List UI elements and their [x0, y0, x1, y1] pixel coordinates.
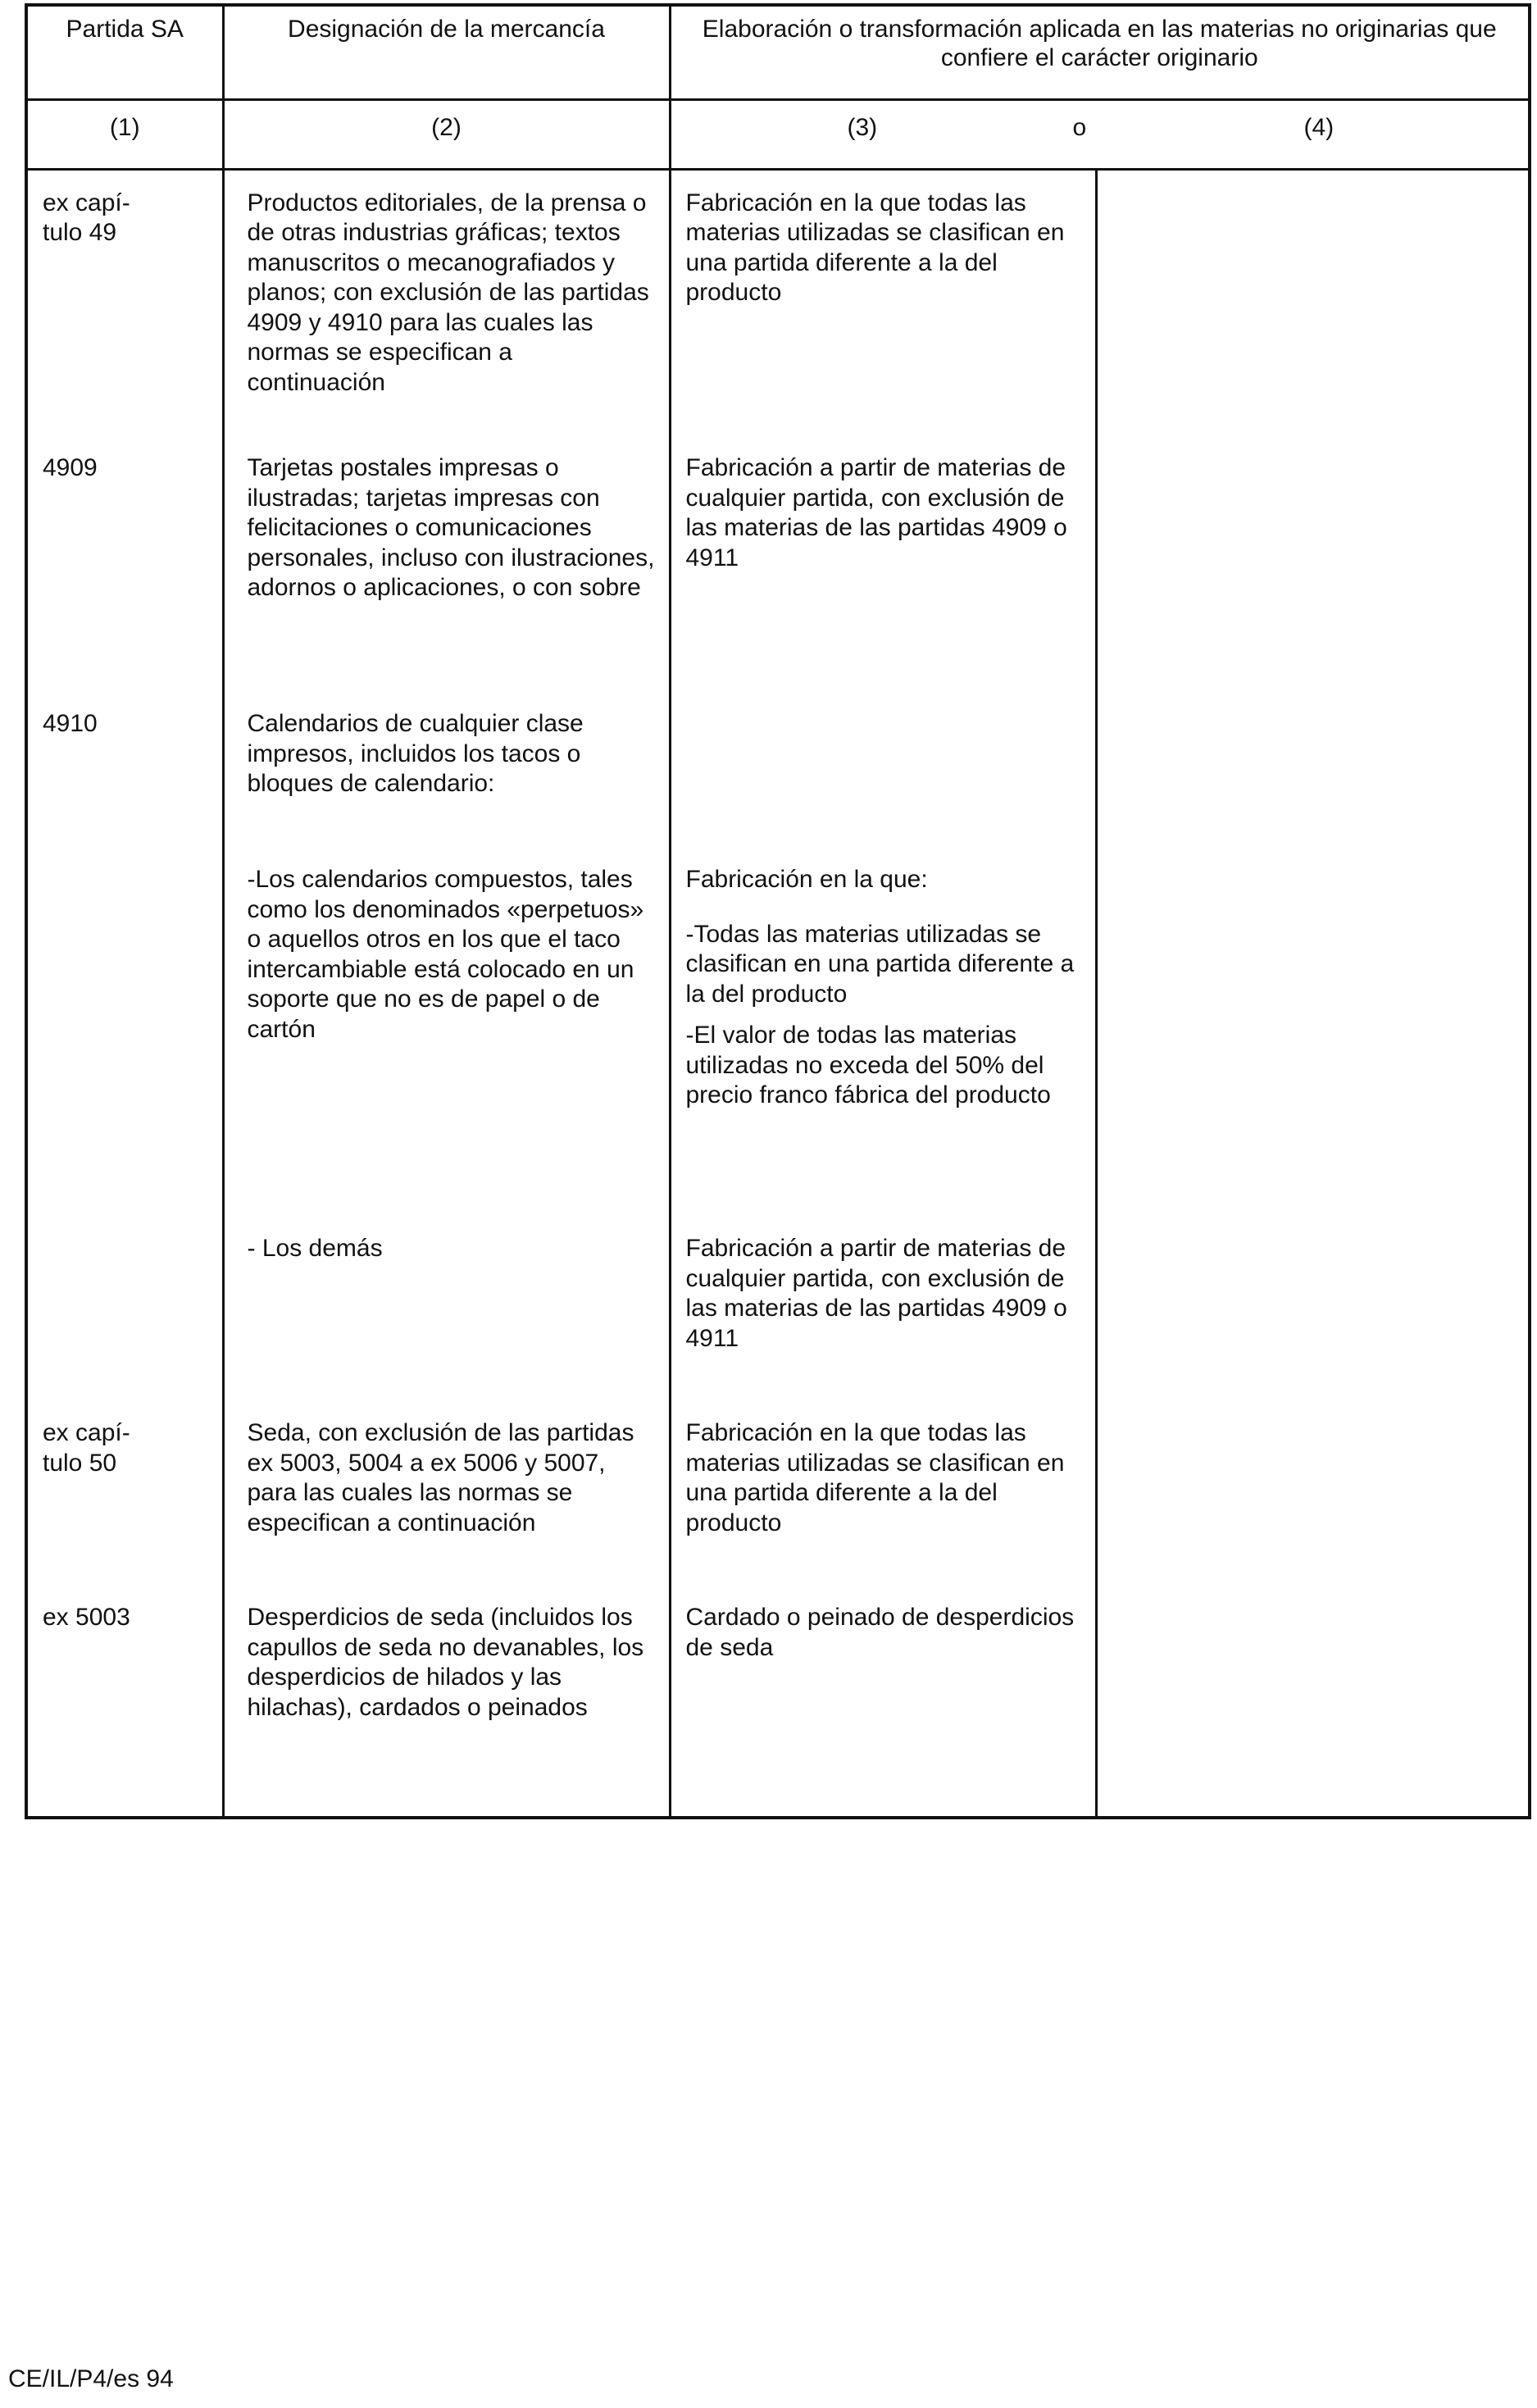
hs-code-cell [26, 865, 223, 1234]
description-text: Productos editoriales, de la prensa o de otras industrias gráficas; textos manuscritos o mecanografiados y planos; con exclusión de las partidas 4909 y 4910 para las cuales las normas se especifican a continuación [247, 189, 649, 396]
hs-code-cell [26, 709, 223, 865]
description-text: Desperdicios de seda (incluidos los capullos de seda no devanables, los desperdicios de hilados y las hilachas), cardados o peinados [247, 1604, 644, 1721]
description-text: Seda, con exclusión de las partidas ex 5003, 5004 a ex 5006 y 5007, para las cuales las normas se especifican a continuación [247, 1419, 634, 1536]
table-row [26, 1603, 1530, 1818]
table-row [26, 709, 1530, 865]
hs-code: 4910 [43, 710, 98, 737]
table-row [26, 169, 1530, 453]
header-working-processing: Elaboración o transformación aplicada en las materias no originarias que confiere el carácter originario [670, 5, 1530, 99]
hs-code: ex 5003 [43, 1604, 130, 1631]
description-cell [223, 865, 670, 1234]
table-row [26, 1418, 1530, 1603]
hs-code: ex capí- tulo 49 [43, 189, 130, 246]
column-number-3: (3) [847, 113, 878, 141]
description-text: Tarjetas postales impresas o ilustradas; tarjetas impresas con felicitaciones o comunicaciones personales, incluso con ilustraciones, adornos o aplicaciones, o con sobre [247, 454, 655, 601]
rule-paragraph: -Todas las materias utilizadas se clasifican en una partida diferente a la del producto [685, 920, 1075, 1008]
description-cell [223, 169, 670, 453]
table-row [26, 453, 1530, 709]
table-row [26, 1234, 1530, 1418]
rule-cell [670, 453, 1096, 709]
hs-code-cell [26, 1603, 223, 1818]
rule-cell [670, 1234, 1096, 1418]
rule-text: Fabricación a partir de materias de cualquier partida, con exclusión de las materias de las partidas 4909 o 4911 [685, 454, 1067, 571]
hs-code: 4909 [43, 454, 98, 481]
description-cell [223, 1603, 670, 1818]
rule-text: Cardado o peinado de desperdicios de seda [685, 1604, 1075, 1661]
hs-code-cell [26, 169, 223, 453]
rule-cell [670, 169, 1096, 453]
alt-rule-cell [1096, 453, 1530, 709]
alt-rule-cell [1096, 1418, 1530, 1603]
description-text: -Los calendarios compuestos, tales como los denominados «perpetuos» o aquellos otros en los que el taco intercambiable está colocado en un soporte que no es de papel o de cartón [247, 866, 644, 1043]
rule-text: Fabricación en la que todas las materias utilizadas se clasifican en una partida diferente a la del producto [685, 1419, 1065, 1536]
rule-cell [670, 865, 1096, 1234]
description-text: Calendarios de cualquier clase impresos, incluidos los tacos o bloques de calendario: [247, 710, 584, 797]
hs-code-cell [26, 453, 223, 709]
rule-paragraph: -El valor de todas las materias utilizadas no exceda del 50% del precio franco fábrica del producto [685, 1022, 1051, 1108]
rule-paragraph: Fabricación en la que: [685, 866, 928, 893]
column-number-1: (1) [26, 99, 223, 169]
description-cell [223, 1234, 670, 1418]
hs-code: ex capí- tulo 50 [43, 1419, 130, 1477]
alt-rule-cell [1096, 1603, 1530, 1818]
description-text: - Los demás [247, 1235, 383, 1262]
description-cell [223, 1418, 670, 1603]
table-header-row [26, 5, 1530, 99]
document-reference: CE/IL/P4/es 94 [8, 2365, 174, 2392]
header-hs-heading: Partida SA [26, 5, 223, 99]
hs-code-cell [26, 1418, 223, 1603]
alt-rule-cell [1096, 1234, 1530, 1418]
rule-cell [670, 1418, 1096, 1603]
column-number-3-4 [670, 99, 1530, 169]
column-number-4: (4) [1303, 113, 1335, 141]
description-cell [223, 453, 670, 709]
hs-code-cell [26, 1234, 223, 1418]
rule-cell [670, 709, 1096, 865]
rule-text: Fabricación a partir de materias de cualquier partida, con exclusión de las materias de las partidas 4909 o 4911 [685, 1235, 1067, 1352]
rule-cell [670, 1603, 1096, 1818]
rule-text: Fabricación en la que todas las materias utilizadas se clasifican en una partida diferente a la del producto [685, 189, 1065, 306]
column-number-row [26, 99, 1530, 169]
header-description: Designación de la mercancía [223, 5, 670, 99]
description-cell [223, 709, 670, 865]
column-or-label: o [1072, 113, 1087, 141]
column-number-2: (2) [223, 99, 670, 169]
rules-of-origin-table [25, 3, 1531, 1819]
alt-rule-cell [1096, 169, 1530, 453]
alt-rule-cell [1096, 709, 1530, 865]
table-row [26, 865, 1530, 1234]
alt-rule-cell [1096, 865, 1530, 1234]
